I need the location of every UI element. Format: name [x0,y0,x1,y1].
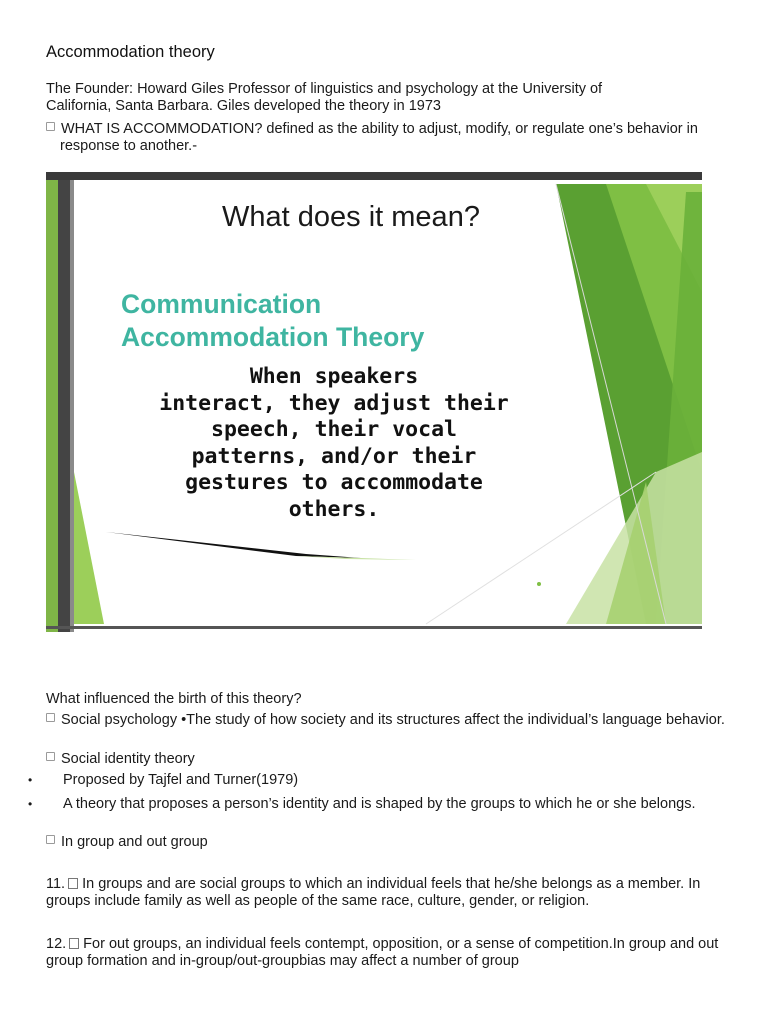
accommodation-definition-text: WHAT IS ACCOMMODATION? defined as the ability to adjust, modify, or regulate one’s behavior in response to another.- [60,121,698,154]
list-item [46,751,750,768]
square-bullet-icon [46,122,55,131]
paragraph-11 [46,876,736,910]
paragraph-number: 12. [46,936,67,952]
list-item-text: A theory that proposes a person’s identity and is shaped by the groups to which he or she belongs. [63,796,696,812]
influence-question: What influenced the birth of this theory? [46,691,302,707]
slide-image [46,172,702,632]
list-item [28,772,754,789]
list-item [28,796,754,813]
slide-body-line-5: gestures to accommodate [185,470,483,495]
founder-line-1: The Founder: Howard Giles Professor of linguistics and psychology at the University of [46,81,603,97]
slide-body-line-6: others. [288,496,380,522]
slide-body-line-2: interact, they adjust their [159,390,509,416]
round-bullet-icon: • [28,797,33,811]
page-title: Accommodation theory [46,43,215,61]
founder-paragraph [46,81,736,115]
missing-glyph-icon [69,938,79,949]
square-bullet-icon [46,835,55,844]
slide-subtitle-line-1: Communication [121,289,322,319]
list-item-text: In group and out group [61,834,208,850]
square-bullet-icon [46,713,55,722]
slide-subtitle [106,288,541,354]
accommodation-definition [46,121,750,155]
paragraph-12 [46,936,736,970]
list-item [46,834,750,851]
slide-body [144,364,524,523]
list-item-text: Proposed by Tajfel and Turner(1979) [63,772,299,788]
slide-subtitle-line-2: Accommodation Theory [121,322,425,352]
list-item-text: Social psychology •The study of how society and its structures affect the individual’s language behavior. [61,712,725,728]
slide-body-line-3: speech, their vocal [211,417,457,442]
slide-top-frame [46,172,702,180]
missing-glyph-icon [68,878,78,889]
list-item-text: Social identity theory [61,751,195,767]
slide-heading: What does it mean? [222,201,480,233]
slide-body-line-4: patterns, and/or their [191,443,477,469]
founder-line-2: California, Santa Barbara. Giles developed the theory in 1973 [46,98,441,114]
paragraph-number: 11. [46,876,66,892]
paragraph-text: For out groups, an individual feels contempt, opposition, or a sense of competition.In group and out group formation and in-group/out-groupbias may affect a number of group [46,936,719,969]
square-bullet-icon [46,752,55,761]
slide-body-line-1: When speakers [249,364,419,389]
list-item [46,712,750,729]
round-bullet-icon: • [28,773,33,787]
paragraph-text: In groups and are social groups to which an individual feels that he/she belongs as a member. In groups include family as well as people of the same race, culture, gender, or religion. [46,876,701,909]
